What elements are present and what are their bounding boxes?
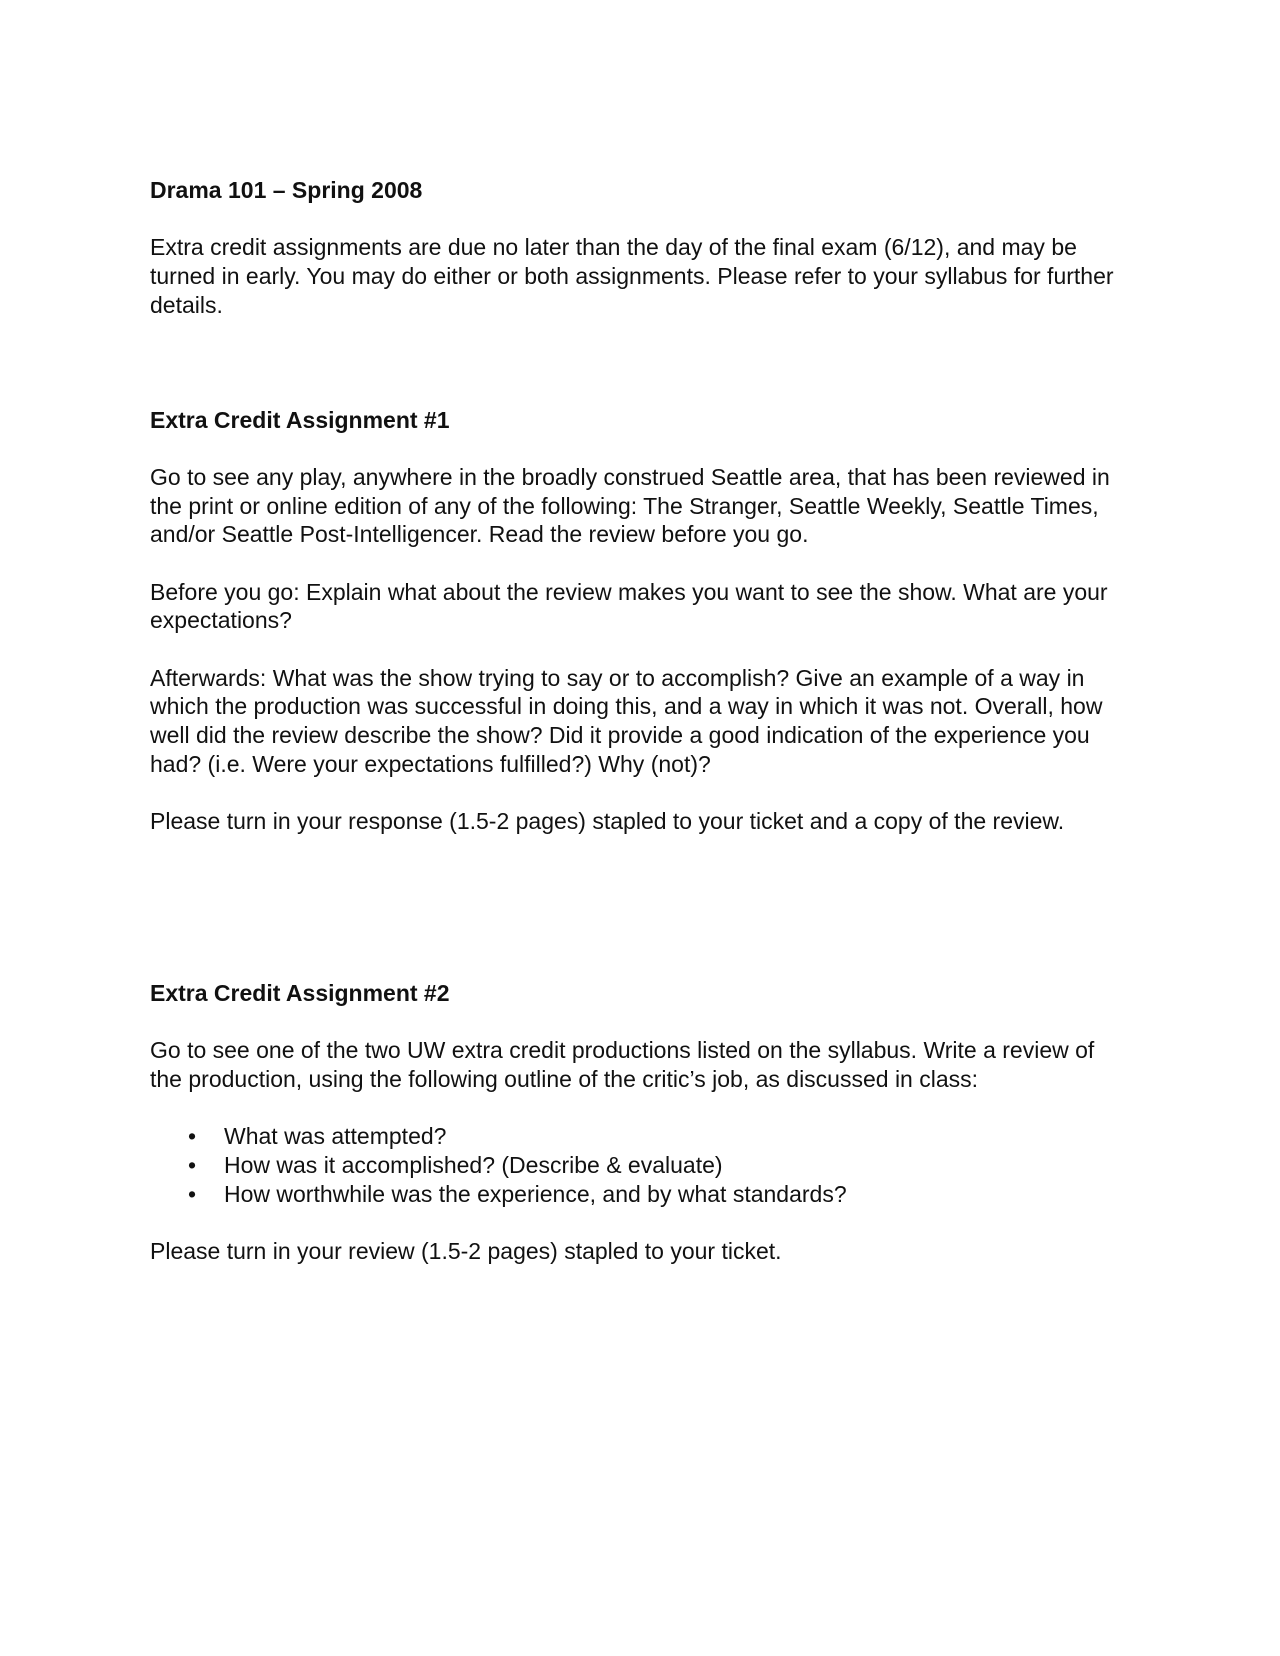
document-page: [150, 176, 1130, 1266]
document-title: Drama 101 – Spring 2008: [150, 177, 423, 203]
assignment-1-paragraph: Before you go: Explain what about the review makes you want to see the show. What are your expectations?: [150, 578, 1108, 634]
list-item: [150, 1151, 1130, 1180]
list-item-text: What was attempted?: [224, 1123, 447, 1150]
assignment-1-paragraph: Afterwards: What was the show trying to say or to accomplish? Give an example of a way in which the production was successful in doing this, and a way in which it was not. Overall, how well did the review describe the show? Did it provide a good indication of the experience you had? (i.e. Were your expectations fulfilled?) Why (not)?: [150, 664, 1103, 777]
intro-paragraph: Extra credit assignments are due no later than the day of the final exam (6/12), and may be turned in early. You may do either or both assignments. Please refer to your syllabus for further details.: [150, 234, 1114, 318]
assignment-2-section: [150, 979, 1130, 1266]
list-item: [150, 1122, 1130, 1151]
assignment-2-heading: Extra Credit Assignment #2: [150, 979, 450, 1006]
assignment-1-paragraph: Go to see any play, anywhere in the broadly construed Seattle area, that has been reviewed in the print or online edition of any of the following: The Stranger, Seattle Weekly, Seattle Times, and/or Seattle Post-Intelligencer. Read the review before you go.: [150, 463, 1110, 548]
bullet-icon: •: [188, 1152, 197, 1179]
assignment-1-paragraph: Please turn in your response (1.5-2 pages) stapled to your ticket and a copy of the review.: [150, 808, 1065, 835]
assignment-2-intro: Go to see one of the two UW extra credit productions listed on the syllabus. Write a review of the production, using the following outline of the critic’s job, as discussed in class:: [150, 1037, 1095, 1093]
list-item: [150, 1180, 1130, 1209]
assignment-1-section: [150, 406, 1130, 836]
bullet-icon: •: [188, 1123, 197, 1150]
list-item-text: How was it accomplished? (Describe & evaluate): [224, 1152, 723, 1179]
critic-outline-list: [150, 1122, 1130, 1208]
assignment-1-heading: Extra Credit Assignment #1: [150, 406, 450, 433]
list-item-text: How worthwhile was the experience, and by what standards?: [224, 1180, 847, 1207]
bullet-icon: •: [188, 1180, 197, 1207]
assignment-2-closing: Please turn in your review (1.5-2 pages) stapled to your ticket.: [150, 1238, 782, 1265]
